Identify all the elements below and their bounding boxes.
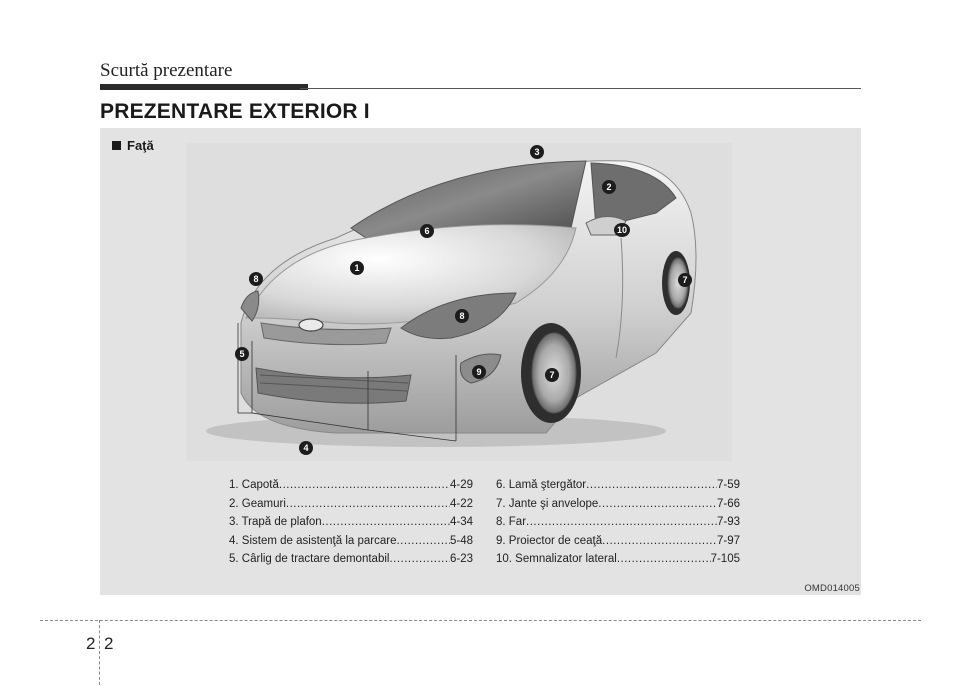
car-illustration	[186, 143, 732, 461]
legend-label: 2. Geamuri	[229, 497, 286, 510]
callout-9: 9	[472, 365, 486, 379]
legend-row	[496, 476, 740, 495]
car-drawing	[186, 143, 732, 461]
callout-2: 2	[602, 180, 616, 194]
leader-dots	[389, 550, 450, 569]
legend-page: 6-23	[449, 553, 473, 565]
legend-page: 4-34	[449, 516, 473, 528]
leader-dots	[322, 513, 450, 532]
legend-label: 9. Proiector de ceaţă	[496, 534, 603, 547]
hyundai-logo	[299, 319, 323, 331]
leader-dots	[602, 532, 717, 551]
legend-row	[496, 550, 740, 569]
callout-8-left: 8	[249, 272, 263, 286]
callout-7-rear: 7	[678, 273, 692, 287]
chapter-number: 2	[86, 634, 96, 653]
leader-dots	[586, 476, 717, 495]
legend-label: 6. Lamă ştergător	[496, 479, 587, 491]
legend-row	[229, 495, 473, 514]
square-bullet-icon	[112, 141, 121, 150]
leader-dots	[396, 532, 449, 551]
legend-page: 4-22	[449, 497, 473, 510]
footer-divider	[99, 620, 100, 685]
callout-3: 3	[530, 145, 544, 159]
legend-page: 5-48	[449, 534, 473, 547]
callout-4: 4	[299, 441, 313, 455]
view-label	[112, 138, 154, 153]
leader-dots	[286, 495, 450, 514]
leader-dots	[617, 550, 711, 569]
legend-right	[496, 476, 740, 569]
legend-row	[229, 513, 473, 532]
legend-label: 3. Trapă de plafon	[229, 516, 322, 528]
legend-row	[229, 476, 473, 495]
legend-page: 7-105	[710, 553, 740, 565]
callout-1: 1	[350, 261, 364, 275]
callout-10: 10	[614, 223, 630, 237]
callout-7-front: 7	[545, 368, 559, 382]
legend-row	[229, 550, 473, 569]
legend-page: 7-93	[716, 516, 740, 528]
callout-8-right: 8	[455, 309, 469, 323]
callout-5: 5	[235, 347, 249, 361]
legend-label: 5. Cârlig de tractare demontabil	[229, 553, 390, 565]
legend-page: 4-29	[449, 479, 473, 491]
legend-label: 7. Jante şi anvelope	[496, 497, 599, 510]
legend-row	[229, 532, 473, 551]
page-number: 2	[104, 634, 114, 653]
legend-label: 8. Far	[496, 516, 527, 528]
page-heading: PREZENTARE EXTERIOR I	[100, 100, 370, 123]
legend-row	[496, 532, 740, 551]
footer-rule	[40, 620, 921, 621]
image-code: OMD014005	[804, 583, 860, 594]
legend-label: 1. Capotă	[229, 479, 279, 491]
legend-page: 7-66	[716, 497, 740, 510]
section-title-bar	[100, 84, 308, 90]
leader-dots	[279, 476, 450, 495]
legend-label: 10. Semnalizator lateral	[496, 553, 617, 565]
legend-page: 7-59	[716, 479, 740, 491]
section-title-rule	[300, 88, 861, 89]
legend-row	[496, 495, 740, 514]
view-label-text: Faţă	[127, 138, 154, 153]
section-title: Scurtă prezentare	[100, 60, 233, 81]
leader-dots	[598, 495, 717, 514]
legend-page: 7-97	[716, 534, 740, 547]
legend-label: 4. Sistem de asistenţă la parcare	[229, 534, 397, 547]
legend-row	[496, 513, 740, 532]
leader-dots	[526, 513, 717, 532]
callout-6: 6	[420, 224, 434, 238]
legend-left	[229, 476, 473, 569]
